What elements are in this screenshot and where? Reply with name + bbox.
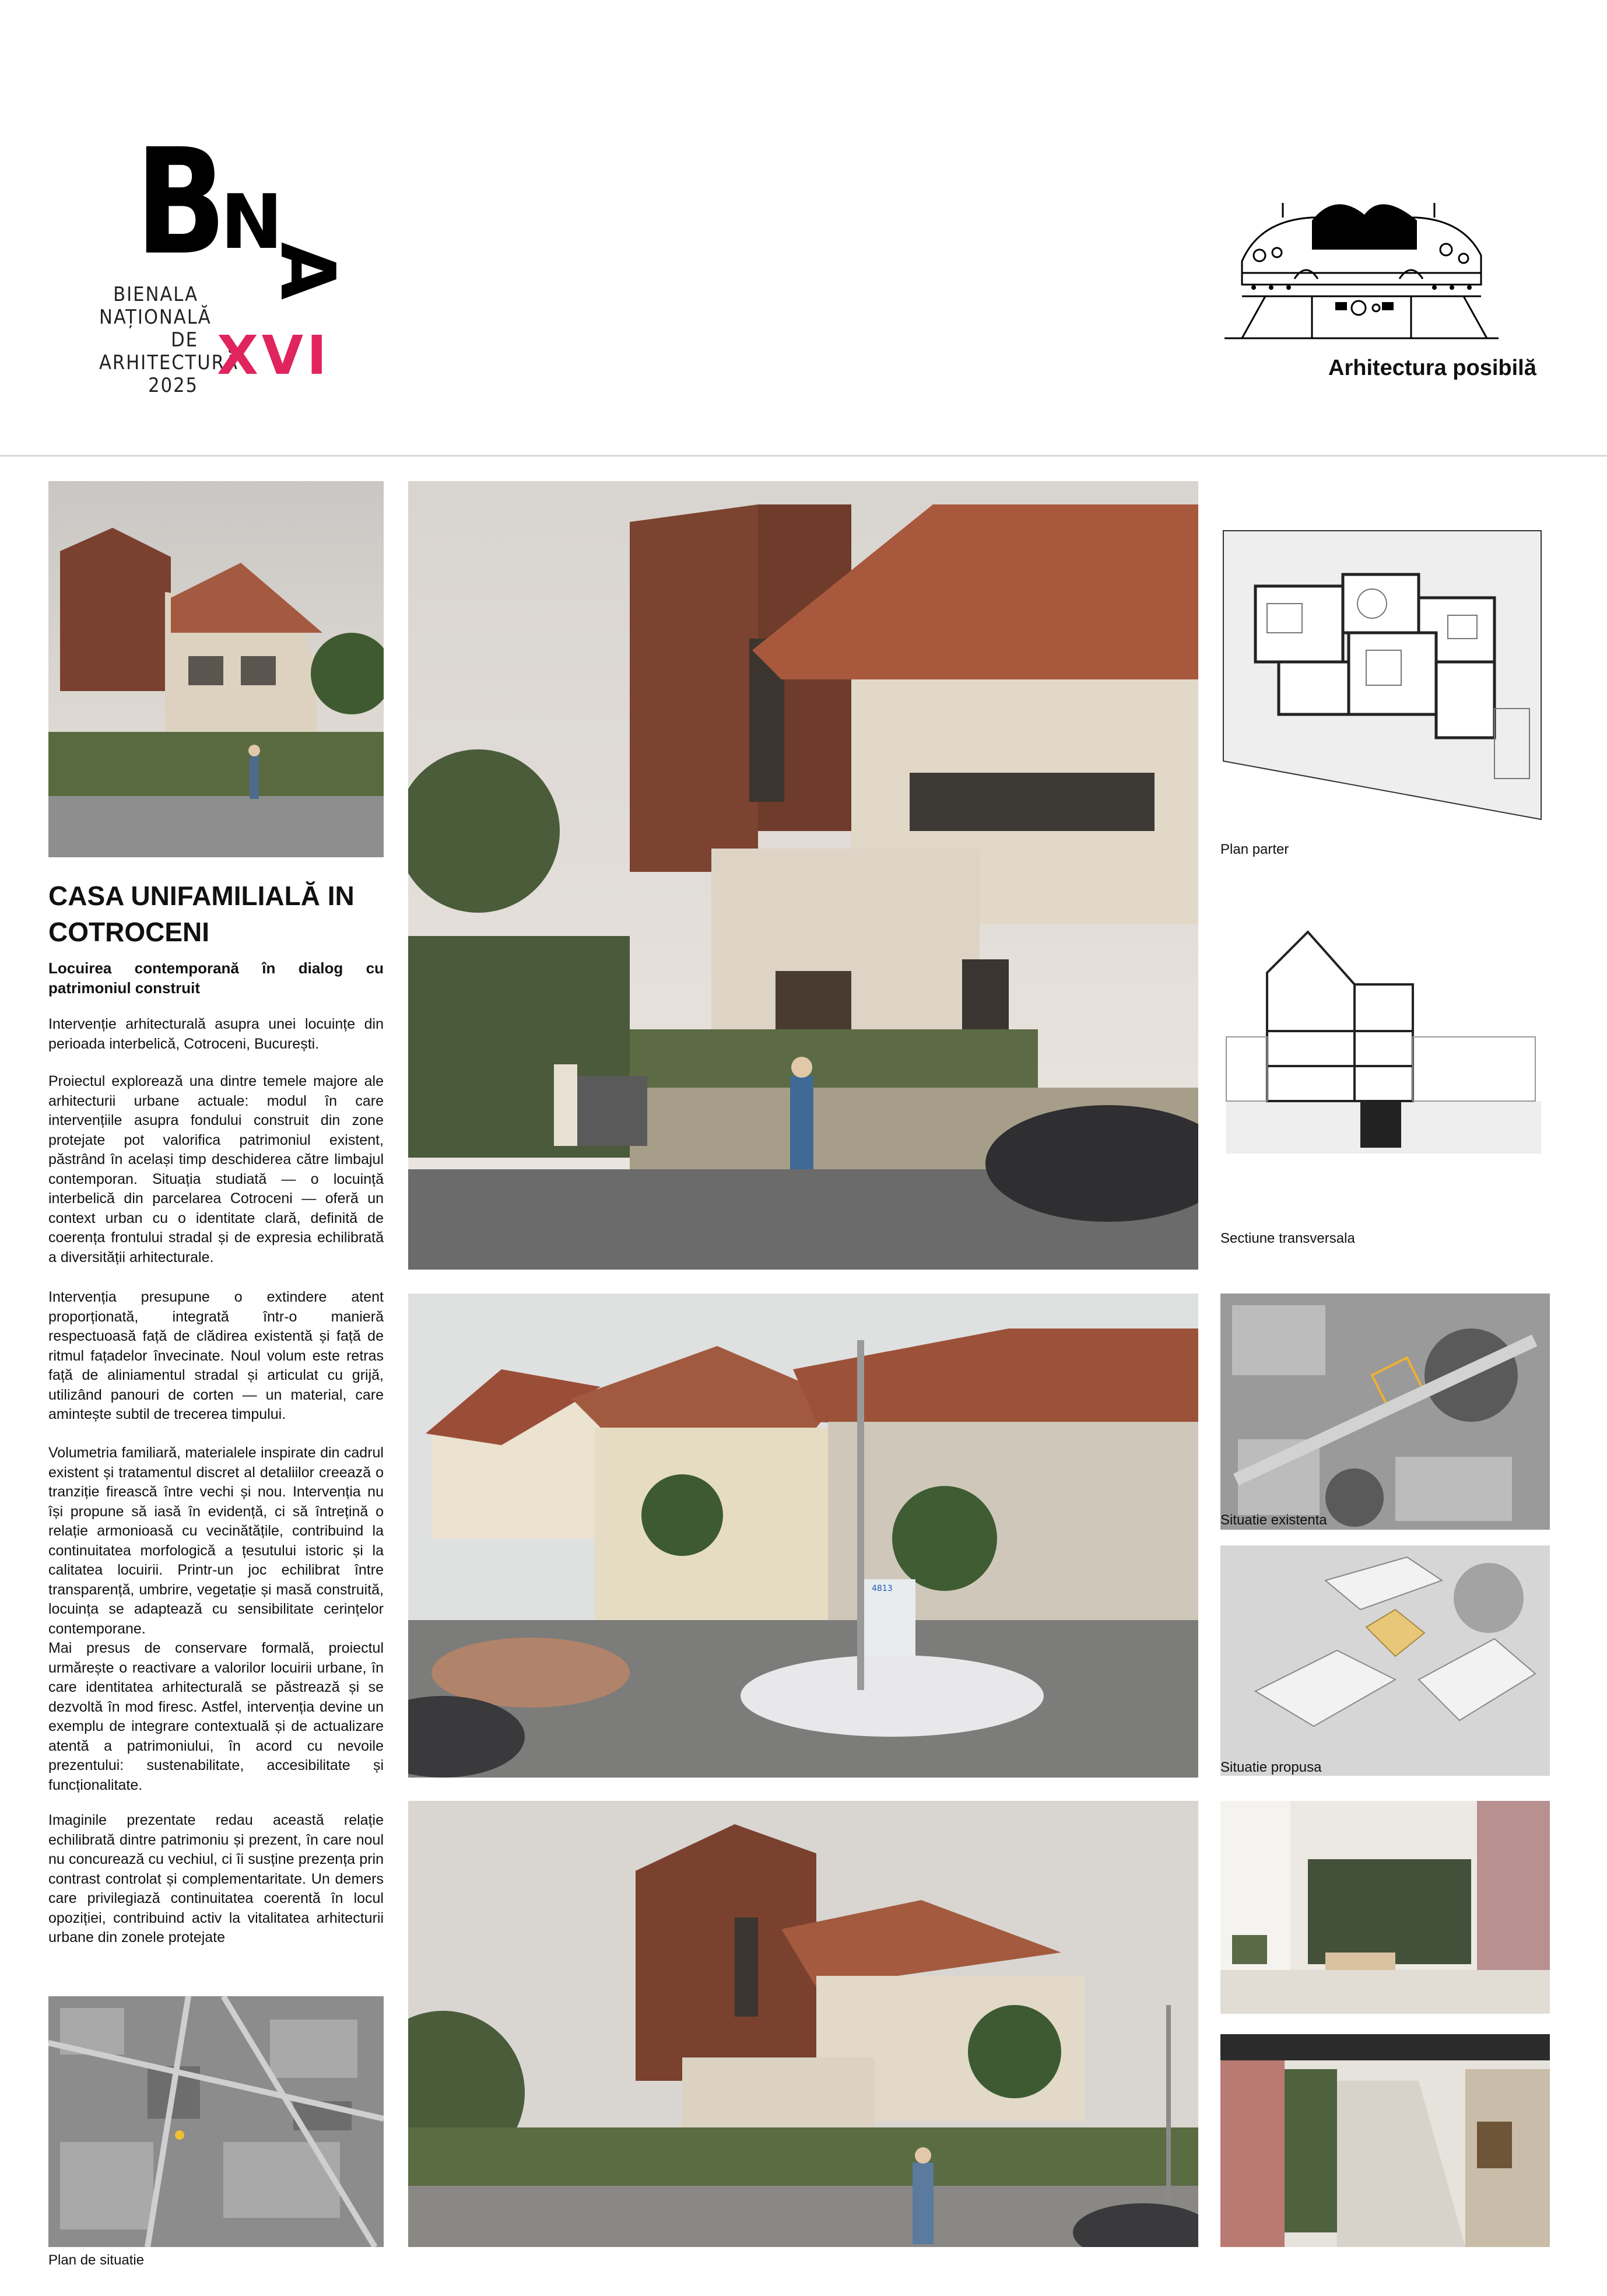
paragraph-5: Imaginile prezentate redau această relație echilibrată dintre patrimoniu și prezent, în care noul nu concurează cu vechiul, ci îi susține prezența prin contrast controlat și complementaritate. Un demers care privilegiază continuitatea coerentă în locul opoziției, contribuind activ la vitalitatea arhitecturii urbane din zonele protejate bbox=[48, 1812, 384, 1946]
caption-situatie-propusa: Situatie propusa bbox=[1220, 1759, 1322, 1775]
caption-sectiune: Sectiune transversala bbox=[1220, 1231, 1355, 1246]
project-title-line-1: CASA UNIFAMILIALĂ IN bbox=[48, 881, 355, 911]
project-title-line-2: COTROCENI bbox=[48, 917, 209, 947]
logo-line-4: ARHITECTURĂ bbox=[99, 351, 238, 375]
logo-letter-b: B bbox=[135, 117, 227, 287]
cross-section-drawing bbox=[1220, 920, 1547, 1156]
site-plan-satellite bbox=[48, 1996, 384, 2247]
paragraph-3: Intervenția presupune o extindere atent proporționată, integrată într-o manieră respectuoasă față de clădirea existentă și față de ritmul fațadelor învecinate. Noul volum este retras față de aliniamentul stradal și articulat cu grijă, utilizând panouri de corten — un material, care amintește subtil de trecerea timpului. bbox=[48, 1289, 384, 1422]
render-street-view bbox=[408, 1294, 1198, 1778]
caption-situatie-existenta: Situatie existenta bbox=[1220, 1512, 1327, 1528]
logo-line-2: NAȚIONALĂ bbox=[99, 306, 212, 329]
render-courtyard bbox=[1220, 1801, 1550, 2014]
bus-number: 4813 bbox=[872, 1584, 893, 1593]
logo-line-1: BIENALA bbox=[113, 283, 198, 306]
logo-line-3: DE bbox=[171, 328, 198, 352]
render-corner-view bbox=[408, 1801, 1198, 2247]
house-machine-drawing bbox=[1224, 185, 1499, 344]
project-title bbox=[48, 878, 387, 950]
paragraph-1: Intervenție arhitecturală asupra unei locuințe din perioada interbelică, Cotroceni, București. bbox=[48, 1016, 384, 1052]
caption-plan-situatie: Plan de situatie bbox=[48, 2252, 145, 2268]
project-subtitle: Locuirea contemporană în dialog cu patrimoniul construit bbox=[48, 959, 384, 997]
render-thumbnail bbox=[48, 481, 384, 857]
render-side-passage bbox=[1220, 2034, 1550, 2247]
logo-letter-a: A bbox=[264, 242, 350, 300]
render-main-facade bbox=[408, 481, 1198, 1270]
tagline: Arhitectura posibilă bbox=[1328, 356, 1536, 380]
logo-text bbox=[99, 283, 238, 398]
logo-edition: XVI bbox=[217, 324, 331, 387]
logo-letter-n: N bbox=[220, 179, 283, 266]
paragraph-2: Proiectul explorează una dintre temele majore ale arhitecturii urbane actuale: modul în care intervențiile asupra fondului construit din zone protejate pot valorifica patrimoniul existent, păstrând în același timp deschiderea către limbajul contemporan. Situația studiată — o locuință interbelică din parcelarea Cotroceni — oferă un context urban cu o identitate clară, definită de coerența frontului stradal și de expresia echilibrată a diversității arhitecturale. bbox=[48, 1073, 384, 1266]
logo-line-5: 2025 bbox=[148, 374, 198, 398]
floor-plan-drawing bbox=[1220, 528, 1547, 822]
header-divider bbox=[0, 455, 1607, 457]
caption-plan-parter: Plan parter bbox=[1220, 842, 1289, 857]
paragraph-4: Volumetria familiară, materialele inspirate din cadrul existent și tratamentul discret al detaliilor creează o tranziție firească între vechi și nou. Intervenția nu își propune să iasă în evidență, ci să întrețină o relație armonioasă cu vecinătățile, contribuind la continuitatea morfologică a țesutului istoric și la calitatea locuirii. Printr-un joc echilibrat între transparență, umbrire, vegetație și masă construită, locuința se adaptează cu sensibilitate cerințelor contemporane. Mai presus de conservare formală, proiectul urmărește o reactivare a valorilor locuirii urbane, în care identitatea arhitecturală se păstrează și se dezvoltă în mod firesc. Astfel, intervenția devine un exemplu de integrare contextuală și de actualizare atentă a patrimoniului, în acord cu nevoile prezentului: sustenabilitate, accesibilitate și funcționalitate. bbox=[48, 1445, 384, 1793]
existing-situation-aerial bbox=[1220, 1294, 1550, 1530]
proposed-situation-massing bbox=[1220, 1545, 1550, 1776]
